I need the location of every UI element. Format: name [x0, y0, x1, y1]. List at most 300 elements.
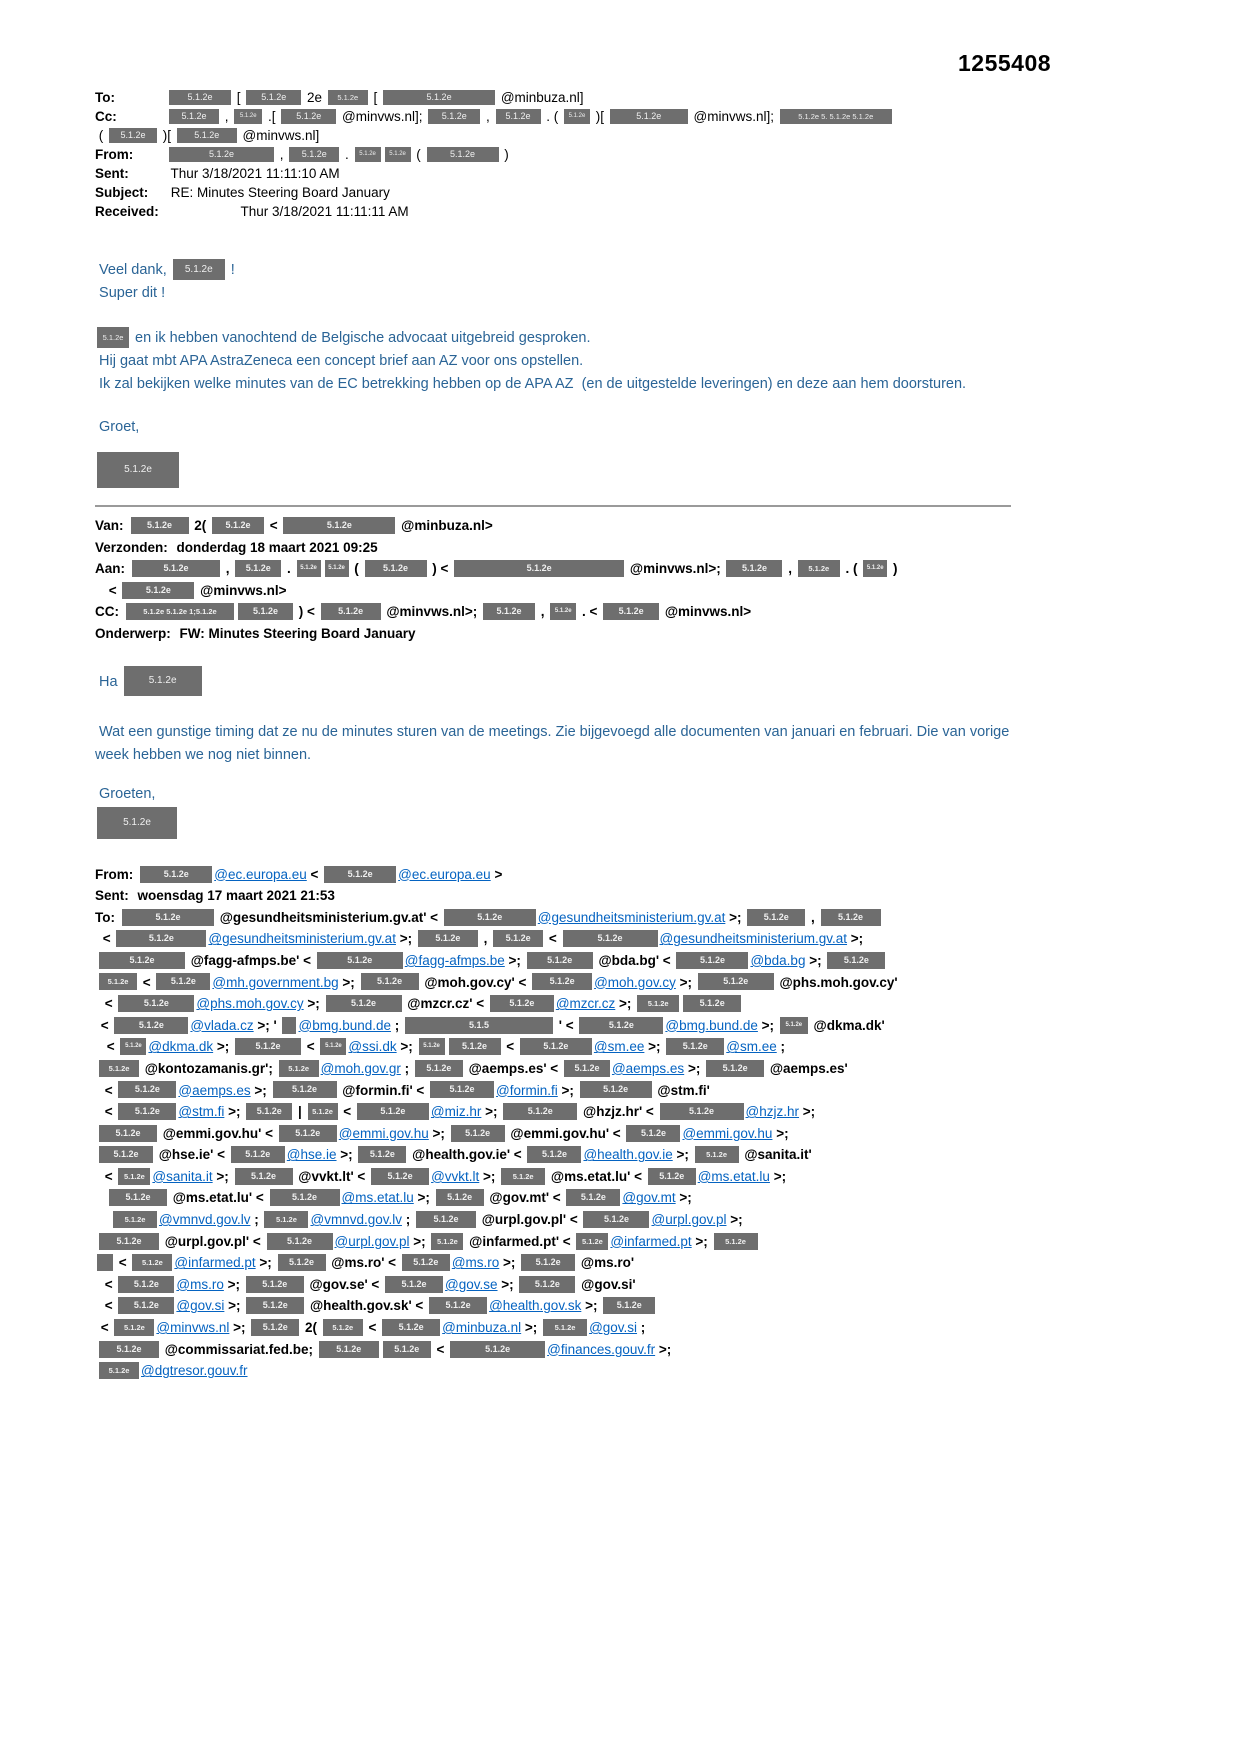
text-run: >;: [847, 931, 867, 947]
text-run: ;: [250, 1212, 263, 1228]
email-link[interactable]: @infarmed.pt: [174, 1255, 256, 1271]
redaction-box: 5.1.2e: [328, 90, 368, 105]
text-run: >;: [772, 1125, 793, 1141]
redaction-box: 5.1.2e: [564, 109, 590, 124]
text-run: @moh.gov.cy' <: [420, 974, 531, 990]
text-run: >;: [644, 1039, 665, 1055]
email-link[interactable]: @hse.ie: [286, 1147, 337, 1163]
redaction-box: 5.1.2e: [118, 1297, 174, 1314]
quoted-from-line: [95, 864, 1045, 886]
quoted-aan-line: [95, 558, 1045, 580]
redaction-box: 5.1.2e: [97, 452, 179, 488]
email-link[interactable]: @health.gov.sk: [489, 1298, 582, 1314]
quoted-sent-line: [95, 885, 1045, 907]
redaction-box: 5.1.2e: [361, 973, 419, 990]
text-run: (: [95, 128, 108, 143]
redaction-box: 5.1.2e: [246, 90, 301, 105]
email-link[interactable]: @mh.government.bg: [212, 974, 339, 990]
text-run: Thur 3/18/2021 11:11:10 AM: [167, 166, 344, 181]
redaction-box: 5.1.2e 5.1.2e 1;5.1.2e: [126, 603, 234, 620]
email-link[interactable]: @bda.bg: [750, 952, 806, 968]
quoted-cc-line: [95, 601, 1045, 623]
redaction-box: 5.1.2e: [450, 1341, 545, 1358]
redaction-box: 5.1.2e: [532, 973, 592, 990]
redaction-box: 5.1.2e: [371, 1168, 429, 1185]
text-run: >;: [675, 974, 696, 990]
text-run: <: [103, 1039, 119, 1055]
text-run: @aemps.es' <: [464, 1060, 562, 1076]
redaction-box: 5.1.2e: [281, 109, 336, 124]
text-run: >;: [255, 1255, 276, 1271]
email-link[interactable]: @urpl.gov.pl: [334, 1233, 410, 1249]
email-link[interactable]: @ms.ro: [176, 1276, 224, 1292]
field-label: Cc:: [95, 109, 117, 124]
text-run: ' <: [555, 1017, 578, 1033]
redaction-box: 5.1.2e: [235, 560, 281, 577]
text-run: @aemps.es': [766, 1060, 852, 1076]
redaction-box: 5.1.2e: [99, 952, 185, 969]
redaction-box: 5.1.2e: [308, 1103, 338, 1120]
redaction-box: 5.1.2e: [695, 1146, 739, 1163]
quoted-to-line: [101, 1274, 1045, 1296]
text-run: @minvws.nl];: [689, 109, 778, 124]
redaction-box: 5.1.2e: [451, 1125, 505, 1142]
email-link[interactable]: @dgtresor.gouv.fr: [141, 1363, 248, 1379]
email-link[interactable]: @moh.gov.gr: [320, 1060, 401, 1076]
text-run: ,: [536, 604, 549, 620]
email-link[interactable]: @minvws.nl: [156, 1320, 230, 1336]
email-link[interactable]: @dkma.dk: [148, 1039, 214, 1055]
redaction-box: 5.1.2e: [454, 560, 624, 577]
redaction-box: 5.1.2e: [118, 995, 194, 1012]
text-run: >;: [499, 1255, 520, 1271]
email-link[interactable]: @sm.ee: [593, 1039, 645, 1055]
redaction-box: 5.1.2e: [273, 1081, 337, 1098]
email-link[interactable]: @ssi.dk: [348, 1039, 397, 1055]
header-from-line: [95, 145, 1045, 164]
header-received-line: [95, 202, 1045, 221]
email-link[interactable]: @sm.ee: [726, 1039, 777, 1055]
text-run: <: [115, 1255, 131, 1271]
text-run: <: [105, 582, 121, 598]
field-label: Sent:: [95, 166, 129, 181]
email-link[interactable]: @gesundheitsministerium.gv.at: [537, 909, 726, 925]
text-run: ;: [400, 1060, 413, 1076]
text-run: >;: [303, 996, 324, 1012]
redaction-box: 5.1.2e: [264, 1211, 308, 1228]
text-run: <: [139, 974, 155, 990]
text-run: ,: [222, 561, 234, 577]
email-link[interactable]: @minbuza.nl: [442, 1320, 522, 1336]
header-cc-line: [95, 107, 1045, 126]
redaction-box: 5.1.2e: [132, 1254, 172, 1271]
redaction-box: 5.1.2e: [637, 995, 679, 1012]
redaction-box: 5.1.2e: [382, 1319, 440, 1336]
redaction-box: 5.1.2e: [493, 930, 543, 947]
divider: [95, 505, 1045, 507]
redaction-box: 5.1.2e: [430, 1081, 494, 1098]
redaction-box: 5.1.2e: [169, 90, 231, 105]
text-run: <: [502, 1039, 518, 1055]
document-number: 1255408: [958, 50, 1052, 76]
email-header-top: [95, 88, 1045, 221]
text-run: <: [101, 1104, 117, 1120]
body-line: [95, 282, 1045, 305]
redaction-box: 5.1.2e: [122, 909, 214, 926]
text-run: <: [339, 1104, 355, 1120]
text-run: >: [490, 866, 507, 882]
redaction-box: 5.1.2e: [698, 973, 774, 990]
field-label: Aan:: [95, 561, 125, 577]
text-run: ;: [637, 1320, 650, 1336]
text-run: >;: [655, 1341, 676, 1357]
text-run: >;: [497, 1276, 518, 1292]
redaction-box: 5.1.2e: [501, 1168, 545, 1185]
email-link[interactable]: @vmnvd.gov.lv: [159, 1212, 251, 1228]
redaction-box: 5.1.2e: [99, 1362, 139, 1379]
email-link[interactable]: @health.gov.ie: [583, 1147, 673, 1163]
redaction-box: 5.1.2e: [827, 952, 885, 969]
quoted-to-line: [97, 972, 1045, 994]
body-greeting: [95, 667, 1045, 697]
text-run: ;: [401, 1212, 414, 1228]
email-link[interactable]: @aemps.es: [611, 1060, 685, 1076]
redaction-box: 5.1.2e: [99, 1060, 139, 1077]
email-link[interactable]: @ms.etat.lu: [341, 1190, 414, 1206]
text-run: ;: [391, 1017, 404, 1033]
email-link[interactable]: @formin.fi: [496, 1082, 558, 1098]
divider-line: [95, 505, 1011, 507]
redaction-box: 5.1.2e: [564, 1060, 610, 1077]
redaction-box: 5.1.2e: [419, 1038, 445, 1055]
quoted-to-line: [97, 1144, 1045, 1166]
redaction-box: 5.1.2e: [118, 1103, 176, 1120]
email-link[interactable]: @gov.si: [176, 1298, 225, 1314]
redaction-box: 5.1.2e: [297, 560, 321, 577]
text-run: >;: [479, 1168, 500, 1184]
redaction-box: 5.1.2e 5. 5.1.2e 5.1.2e: [780, 109, 892, 124]
redaction-box: 5.1.2e: [118, 1276, 174, 1293]
field-label: Verzonden:: [95, 539, 168, 555]
text-run: 2(: [301, 1320, 321, 1336]
redaction-box: 5.1.2e: [503, 1103, 577, 1120]
redaction-box: 5.1.2e: [706, 1060, 764, 1077]
redaction-box: 5.1.2e: [550, 603, 576, 620]
redaction-box: 5.1.2e: [527, 952, 593, 969]
email-header-quoted-1: [95, 515, 1045, 645]
quoted-onderwerp-line: [95, 623, 1045, 645]
redaction-box: 5.1.2e: [99, 973, 137, 990]
redaction-box: 5.1.2e: [326, 995, 402, 1012]
text-run: Groet,: [95, 419, 144, 435]
quoted-to-line: [111, 1209, 1045, 1231]
field-label: Van:: [95, 518, 124, 533]
quoted-to-line: [95, 907, 1045, 929]
text-run: @bda.bg' <: [594, 952, 675, 968]
redaction-box: 5.1.2e: [118, 1081, 176, 1098]
redaction-box: 5.1.2e: [519, 1276, 575, 1293]
text-run: .: [283, 561, 295, 577]
field-label: Subject:: [95, 185, 149, 200]
redaction-box: 5.1.2e: [683, 995, 741, 1012]
text-run: Groeten,: [95, 785, 160, 802]
text-run: Hij gaat mbt APA AstraZeneca een concept brief aan AZ voor ons opstellen.: [95, 353, 588, 369]
text-run: @gov.mt' <: [485, 1190, 565, 1206]
text-run: <: [432, 1341, 449, 1357]
text-run: en ik hebben vanochtend de Belgische advocaat uitgebreid gesproken.: [131, 330, 595, 346]
email-link[interactable]: @finances.gouv.fr: [547, 1341, 656, 1357]
email-link[interactable]: @gov.mt: [622, 1190, 676, 1206]
redaction-box: 5.1.2e: [283, 517, 395, 534]
redaction-box: 5.1.2e: [156, 973, 210, 990]
text-run: @health.gov.ie' <: [408, 1147, 526, 1163]
text-run: [: [369, 90, 382, 105]
redaction-box: 5.1.2e: [863, 560, 887, 577]
quoted-to-line: [97, 950, 1045, 972]
quoted-to-line: [99, 928, 1045, 950]
text-run: (: [412, 147, 425, 162]
text-run: Ha: [95, 673, 122, 690]
email-link[interactable]: @ec.europa.eu: [214, 866, 307, 882]
redaction-box: 5.1.2e: [323, 1319, 363, 1336]
redaction-box: 5.1.2e: [122, 582, 194, 599]
email-link[interactable]: @ms.etat.lu: [697, 1168, 770, 1184]
redaction-box: 5.1.2e: [97, 807, 177, 839]
email-link[interactable]: @bmg.bund.de: [665, 1017, 758, 1033]
redaction-box: 5.1.2e: [385, 147, 411, 162]
email-link[interactable]: @emmi.gov.hu: [682, 1125, 773, 1141]
text-run: >;: [336, 1147, 357, 1163]
redaction-box: 5.1.2e: [173, 259, 225, 280]
email-link[interactable]: @aemps.es: [178, 1082, 251, 1098]
redaction-box: 5.1.2e: [416, 1211, 476, 1228]
redaction-box: 5.1.2e: [99, 1125, 157, 1142]
email-link[interactable]: @gesundheitsministerium.gv.at: [208, 931, 396, 947]
redaction-box: 5.1.2e: [132, 560, 220, 577]
redaction-box: 5.1.2e: [99, 1233, 159, 1250]
redaction-box: 5.1.2e: [520, 1038, 592, 1055]
text-run: @fagg-afmps.be' <: [187, 952, 315, 968]
text-run: ,: [479, 931, 492, 947]
text-run: @hzjz.hr' <: [579, 1104, 658, 1120]
redaction-box: 5.1.2e: [747, 909, 805, 926]
redaction-box: 5.1.2e: [490, 995, 554, 1012]
text-run: @infarmed.pt' <: [465, 1233, 575, 1249]
text-run: @minvws.nl>: [661, 604, 755, 620]
email-link[interactable]: @fagg-afmps.be: [404, 952, 505, 968]
redaction-box: 5.1.2e: [444, 909, 536, 926]
redaction-box: 5.1.2e: [610, 109, 688, 124]
email-link[interactable]: @gov.se: [445, 1276, 498, 1292]
redaction-box: 5.1.2e: [231, 1146, 285, 1163]
text-run: <: [303, 1039, 319, 1055]
redaction-box: 5.1.2e: [321, 603, 381, 620]
text-run: @ms.ro' <: [327, 1255, 400, 1271]
redaction-box: 5.1.2e: [603, 603, 659, 620]
field-label: Sent:: [95, 888, 129, 904]
email-link[interactable]: @hzjz.hr: [745, 1104, 800, 1120]
redaction-box: 5.1.2e: [234, 109, 262, 124]
quoted-to-line: [97, 1231, 1045, 1253]
text-run: @gov.si': [577, 1276, 640, 1292]
text-run: !: [226, 262, 239, 278]
email-link[interactable]: @ms.ro: [451, 1255, 500, 1271]
redaction-box: 5.1.2e: [427, 147, 499, 162]
quoted-to-line: [97, 1360, 1045, 1382]
quoted-to-line: [101, 1295, 1045, 1317]
text-run: @minvws.nl>: [196, 582, 291, 598]
email-link[interactable]: @moh.gov.cy: [594, 974, 676, 990]
email-body-1: [95, 259, 1045, 489]
quoted-to-line: [97, 1058, 1045, 1080]
text-run: [: [233, 90, 245, 105]
field-label: To:: [95, 90, 115, 105]
redaction-box: 5.1.2e: [99, 1146, 153, 1163]
text-run: )[: [592, 109, 608, 124]
text-run: . (: [542, 109, 563, 124]
email-link[interactable]: @ec.europa.eu: [398, 866, 491, 882]
redaction-box: 5.1.2e: [114, 1017, 188, 1034]
quoted-to-line: [97, 1123, 1045, 1145]
email-link[interactable]: @urpl.gov.pl: [651, 1212, 727, 1228]
body-paragraph: [95, 721, 1043, 767]
text-run: Super dit !: [95, 285, 170, 301]
text-run: >;: [521, 1320, 542, 1336]
text-run: >;: [229, 1320, 250, 1336]
redaction-box: 5.1.2e: [496, 109, 541, 124]
redaction-box: 5.1.2e: [317, 952, 403, 969]
text-run: woensdag 17 maart 2021 21:53: [133, 888, 339, 904]
redaction-box: 5.1.2e: [109, 128, 157, 143]
text-run: >;: [757, 1017, 778, 1033]
redaction-box: 5.1.2e: [626, 1125, 680, 1142]
redaction-box: 5.1.2e: [177, 128, 237, 143]
redaction-box: 5.1.2e: [579, 1017, 663, 1034]
text-run: >;: [395, 931, 416, 947]
email-link[interactable]: @infarmed.pt: [610, 1233, 692, 1249]
text-run: . (: [841, 561, 862, 577]
text-run: @gesundheitsministerium.gv.at' <: [216, 909, 442, 925]
redaction-box: 5.1.2e: [116, 930, 206, 947]
email-header-quoted-2: [95, 864, 1045, 1382]
redaction-box: 5.1.2e: [169, 147, 274, 162]
redaction-box: 5.1.2e: [821, 909, 881, 926]
redaction-box: 5.1.5: [405, 1017, 553, 1034]
redaction-box: 5.1.2e: [251, 1319, 299, 1336]
email-link[interactable]: @vmnvd.gov.lv: [310, 1212, 402, 1228]
redaction-box: 5.1.2e: [583, 1211, 649, 1228]
email-link[interactable]: @gesundheitsministerium.gv.at: [659, 931, 848, 947]
redaction-box: 5.1.2e: [418, 930, 478, 947]
redaction-box: [282, 1017, 296, 1034]
redaction-box: 5.1.2e: [428, 109, 480, 124]
email-link[interactable]: @mzcr.cz: [555, 996, 616, 1012]
text-run: @urpl.gov.pl' <: [161, 1233, 265, 1249]
text-run: .: [341, 147, 353, 162]
text-run: >;: [726, 1212, 747, 1228]
text-run: @hse.ie' <: [155, 1147, 229, 1163]
redaction-box: 5.1.2e: [118, 1168, 150, 1185]
quoted-van-line: [95, 515, 1045, 537]
text-run: (: [350, 561, 363, 577]
redaction-box: 5.1.2e: [726, 560, 782, 577]
text-run: >;: [672, 1147, 693, 1163]
redaction-box: 5.1.2e: [278, 1254, 326, 1271]
redaction-box: 5.1.2e: [676, 952, 748, 969]
redaction-box: 5.1.2e: [431, 1233, 463, 1250]
redaction-box: 5.1.2e: [169, 109, 219, 124]
email-link[interactable]: @bmg.bund.de: [298, 1017, 392, 1033]
redaction-box: 5.1.2e: [666, 1038, 724, 1055]
text-run: @ms.etat.lu' <: [169, 1190, 268, 1206]
text-run: 2e: [303, 90, 326, 105]
text-run: @emmi.gov.hu' <: [159, 1125, 277, 1141]
email-link[interactable]: @gov.si: [589, 1320, 638, 1336]
email-link[interactable]: @phs.moh.gov.cy: [196, 996, 304, 1012]
text-run: <: [101, 1298, 117, 1314]
text-run: @gov.se' <: [305, 1276, 384, 1292]
text-run: 2(: [190, 518, 211, 533]
quoted-to-line: [95, 1252, 1045, 1274]
body-line: [95, 327, 1045, 350]
email-link[interactable]: @miz.hr: [430, 1104, 482, 1120]
text-run: <: [101, 996, 117, 1012]
redaction-box: 5.1.2e: [114, 1319, 154, 1336]
redaction-box: 5.1.2e: [246, 1103, 292, 1120]
email-link[interactable]: @vvkt.lt: [431, 1168, 480, 1184]
email-body-2: [95, 667, 1045, 840]
quoted-to-line: [101, 993, 1045, 1015]
email-link[interactable]: @sanita.it: [152, 1168, 213, 1184]
redaction-box: 5.1.2e: [324, 866, 396, 883]
text-run: <: [364, 1320, 381, 1336]
text-run: @urpl.gov.pl' <: [477, 1212, 582, 1228]
email-link[interactable]: @stm.fi: [178, 1104, 225, 1120]
email-link[interactable]: @emmi.gov.hu: [338, 1125, 429, 1141]
redaction-box: 5.1.2e: [358, 1146, 406, 1163]
body-paragraph: [95, 373, 1043, 396]
text-run: @kontozamanis.gr';: [141, 1060, 277, 1076]
text-run: . <: [578, 604, 602, 620]
text-run: >;: [338, 974, 359, 990]
redaction-box: 5.1.2e: [402, 1254, 450, 1271]
text-run: @vvkt.lt' <: [294, 1168, 370, 1184]
text-run: @health.gov.sk' <: [306, 1298, 428, 1314]
text-run: @dkma.dk': [809, 1017, 889, 1033]
text-run: @minvws.nl>;: [626, 561, 725, 577]
text-run: Ik zal bekijken welke minutes van de EC betrekking hebben op de APA AZ (en de uitgestelde leveringen) en deze aan hem doorsturen.: [95, 376, 971, 392]
text-run: donderdag 18 maart 2021 09:25: [172, 539, 382, 555]
signature-redaction: [95, 808, 1045, 840]
redaction-box: 5.1.2e: [246, 1276, 304, 1293]
text-run: >;: [684, 1060, 705, 1076]
text-run: ) <: [428, 561, 453, 577]
field-label: To:: [95, 909, 115, 925]
text-run: ,: [807, 909, 819, 925]
redaction-box: 5.1.2e: [140, 866, 212, 883]
redaction-box: 5.1.2e: [660, 1103, 744, 1120]
text-run: @commissariat.fed.be;: [161, 1341, 317, 1357]
redaction-box: 5.1.2e: [320, 1038, 346, 1055]
text-run: >;: [725, 909, 746, 925]
email-link[interactable]: @vlada.cz: [190, 1017, 254, 1033]
text-run: @minvws.nl];: [338, 109, 427, 124]
redaction-box: 5.1.2e: [383, 90, 495, 105]
text-run: <: [545, 931, 561, 947]
redaction-box: 5.1.2e: [267, 1233, 333, 1250]
text-run: @minbuza.nl]: [497, 90, 588, 105]
text-run: .[: [264, 109, 280, 124]
